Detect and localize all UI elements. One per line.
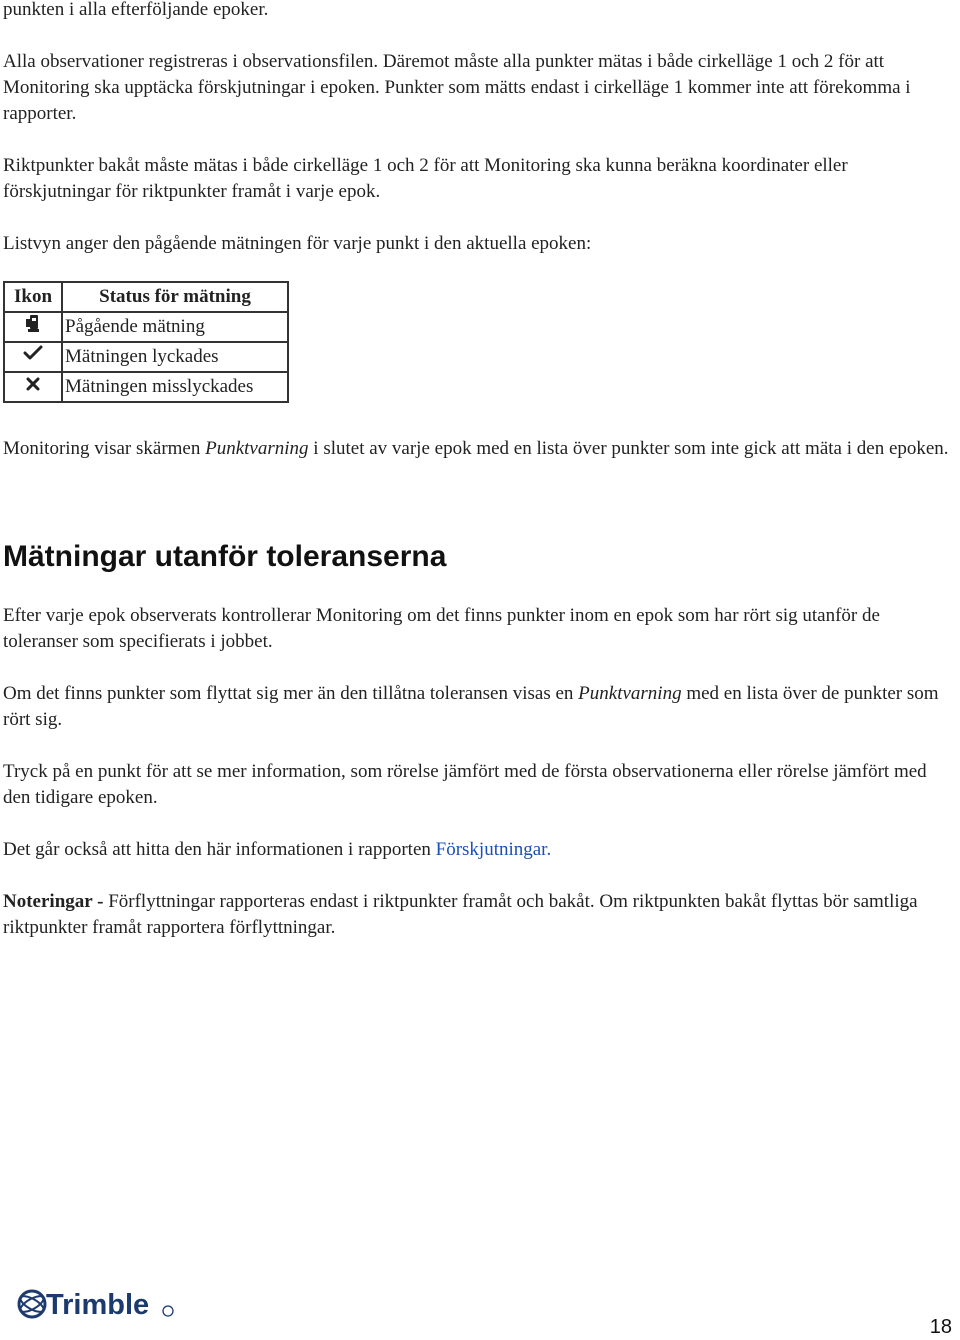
status-label: Pågående mätning (62, 312, 288, 342)
status-label: Mätningen lyckades (62, 342, 288, 372)
paragraph: Efter varje epok observerats kontrollerar Monitoring om det finns punkter inom en epok som har rört sig utanför de toleranser som specifierats i jobbet. (3, 605, 880, 652)
note-paragraph (3, 889, 955, 941)
measuring-instrument-icon (4, 312, 62, 342)
page-number: 18 (929, 1316, 952, 1338)
emphasis-text: Punktvarning (578, 683, 682, 704)
paragraph: Riktpunkter bakåt måste mätas i både cirkelläge 1 och 2 för att Monitoring ska kunna beräkna koordinater eller förskjutningar för riktpunkter framåt i varje epok. (3, 155, 848, 202)
table-row (4, 342, 288, 372)
emphasis-text: Punktvarning (205, 438, 309, 459)
table-header-row (4, 282, 288, 312)
status-table (3, 281, 289, 403)
table-row (4, 312, 288, 342)
status-label: Mätningen misslyckades (62, 372, 288, 402)
text-run: Om det finns punkter som flyttat sig mer än den tillåtna toleransen visas en (3, 683, 579, 704)
logo-wordmark: Trimble (46, 1289, 150, 1321)
text-run: med en lista över de punkter som rört sig. (3, 683, 939, 730)
forskjutningar-report-link[interactable]: Förskjutningar. (435, 839, 552, 860)
table-header-status: Status för mätning (62, 282, 288, 312)
paragraph: Listvyn anger den pågående mätningen för varje punkt i den aktuella epoken: (3, 233, 592, 254)
paragraph (3, 837, 955, 863)
paragraph (3, 436, 955, 462)
paragraph: punkten i alla efterföljande epoker. (3, 0, 269, 20)
text-run: i slutet av varje epok med en lista över punkter som inte gick att mäta i den epoken. (308, 438, 949, 459)
note-text: Förflyttningar rapporteras endast i riktpunkter framåt och bakåt. Om riktpunkten bakåt flyttas bör samtliga riktpunkter framåt rapportera förflyttningar. (3, 891, 918, 938)
section-heading: Mätningar utanför toleranserna (3, 540, 447, 573)
table-row (4, 372, 288, 402)
paragraph: Tryck på en punkt för att se mer information, som rörelse jämfört med de första observationerna eller rörelse jämfört med den tidigare epoken. (3, 761, 927, 808)
checkmark-icon (4, 342, 62, 372)
paragraph: Alla observationer registreras i observationsfilen. Däremot måste alla punkter mätas i både cirkelläge 1 och 2 för att Monitoring ska upptäcka förskjutningar i epoken. Punkter som mätts endast i cirkelläge 1 kommer inte att förekomma i rapporter. (3, 51, 911, 124)
text-run: Monitoring visar skärmen (3, 438, 206, 459)
text-run: Det går också att hitta den här informationen i rapporten (3, 839, 436, 860)
paragraph (3, 681, 955, 733)
cross-icon (4, 372, 62, 402)
trimble-logo (16, 1286, 176, 1330)
table-header-icon: Ikon (4, 282, 62, 312)
note-label: Noteringar - (3, 891, 104, 912)
